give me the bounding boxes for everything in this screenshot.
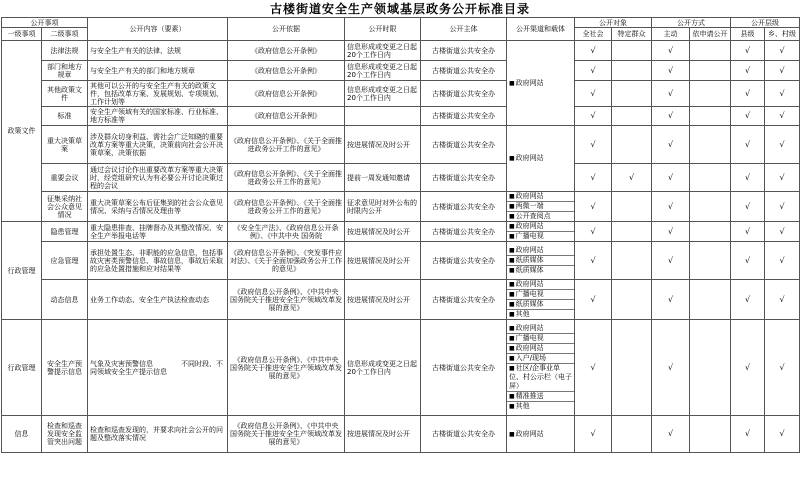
- check-mark: √: [652, 126, 690, 164]
- cell-channel: [507, 222, 575, 242]
- header-content: 公开内容（要素）: [88, 18, 228, 41]
- channel-item: ■ 精准推送: [507, 392, 574, 402]
- check-mark: √: [731, 416, 765, 453]
- check-mark: √: [575, 81, 612, 107]
- cell-content: 其他可以公开的与安全生产有关的政策文件，包括改革方案、发展规划、专项规划、工作计划等: [88, 81, 228, 107]
- channel-item: ■ 广播电视: [507, 290, 574, 300]
- cell-basis: 《政府信息公开条例》: [228, 41, 345, 61]
- cell-l2: 部门和地方规章: [42, 61, 88, 81]
- table-row: [2, 242, 800, 280]
- check-mark: √: [765, 164, 800, 192]
- channel-item: ■ 社区/企事业单位、村公示栏（电子屏）: [507, 364, 574, 392]
- check-mark: √: [765, 126, 800, 164]
- cell-subject: 古楼街道公共安全办: [421, 242, 507, 280]
- channel-item: ■ 政府网站: [507, 192, 574, 202]
- cell-channel: [507, 416, 575, 453]
- table-row: [2, 192, 800, 222]
- catalog-table: [1, 17, 800, 453]
- check-mark: √: [731, 61, 765, 81]
- channel-item: ■ 其他: [507, 402, 574, 411]
- cell-time: 按进展情况及时公开: [345, 416, 421, 453]
- cell-time: 按进展情况及时公开: [345, 280, 421, 320]
- check-mark: √: [765, 61, 800, 81]
- header-target-special: 特定群众: [612, 28, 652, 41]
- group-admin-1: 行政管理: [2, 222, 42, 320]
- cell-time: 提前一周发通知邀请: [345, 164, 421, 192]
- header-target-all: 全社会: [575, 28, 612, 41]
- table-row: [2, 81, 800, 107]
- channel-item: ■ 政府网站: [507, 280, 574, 290]
- cell-basis: 《政府信息公开条例》: [228, 81, 345, 107]
- header-layer-county: 县级: [731, 28, 765, 41]
- check-mark: √: [575, 61, 612, 81]
- cell-basis: 《政府信息公开条例》、《关于全面推进政务公开工作的意见》: [228, 192, 345, 222]
- check-mark: √: [731, 320, 765, 416]
- table-row: [2, 126, 800, 164]
- check-mark: √: [652, 192, 690, 222]
- cell-l2: 征集采纳社会公众意见情况: [42, 192, 88, 222]
- check-mark: √: [575, 242, 612, 280]
- cell-l2: 重要会议: [42, 164, 88, 192]
- cell-channel: [507, 242, 575, 280]
- cell-subject: 古楼街道公共安全办: [421, 320, 507, 416]
- channel-item: ■ 政府网站: [507, 324, 574, 334]
- channel-item: ■ 广播电视: [507, 232, 574, 241]
- cell-basis: 《政府信息公开条例》、《中共中央 国务院关于推进安全生产领域改革发展的意见》: [228, 280, 345, 320]
- check-mark: √: [575, 41, 612, 61]
- channel-item: ■ 其他: [507, 310, 574, 319]
- check-mark: √: [731, 192, 765, 222]
- cell-time: 按进展情况及时公开: [345, 222, 421, 242]
- cell-l2: 法律法规: [42, 41, 88, 61]
- cell-subject: 古楼街道公共安全办: [421, 164, 507, 192]
- check-mark: √: [765, 320, 800, 416]
- header-channel: 公开渠道和载体: [507, 18, 575, 41]
- cell-l2: 标准: [42, 107, 88, 126]
- check-mark: √: [731, 41, 765, 61]
- document-sheet: [1, 1, 799, 478]
- check-mark: √: [765, 107, 800, 126]
- channel-item: ■ 纸质媒体: [507, 300, 574, 310]
- channel-item: ■ 广播电视: [507, 334, 574, 344]
- check-mark: √: [575, 164, 612, 192]
- check-mark: √: [765, 242, 800, 280]
- cell-basis: 《政府信息公开条例》、《关于全面推进政务公开工作的意见》: [228, 126, 345, 164]
- cell-time: 征求意见时对外公布的时限内公开: [345, 192, 421, 222]
- check-mark: √: [731, 242, 765, 280]
- header-basis: 公开依据: [228, 18, 345, 41]
- cell-channel: [507, 126, 575, 192]
- cell-l2: 隐患管理: [42, 222, 88, 242]
- page-title: 古楼街道安全生产领域基层政务公开标准目录: [269, 2, 530, 16]
- cell-basis: 《政府信息公开条例》: [228, 61, 345, 81]
- channel-item: ■ 两微一端: [507, 202, 574, 212]
- channel-item: ■ 公开查阅点: [507, 212, 574, 221]
- cell-l2: 检查和巡查发现安全监管突出问题: [42, 416, 88, 453]
- channel-item: ■ 政府网站: [507, 246, 574, 256]
- check-mark: √: [765, 192, 800, 222]
- check-mark: √: [652, 164, 690, 192]
- cell-basis: 《政府信息公开条例》、《关于全面推进政务公开工作的意见》: [228, 164, 345, 192]
- cell-channel: [507, 280, 575, 320]
- cell-subject: 古楼街道公共安全办: [421, 81, 507, 107]
- cell-channel: [507, 192, 575, 222]
- cell-basis: 《安全生产法》、《政府信息公开条例》、《中共中央 国务院: [228, 222, 345, 242]
- header-subject: 公开主体: [421, 18, 507, 41]
- cell-subject: 古楼街道公共安全办: [421, 107, 507, 126]
- table-row: [2, 222, 800, 242]
- check-mark: √: [765, 81, 800, 107]
- header-time: 公开时限: [345, 18, 421, 41]
- check-mark: √: [765, 416, 800, 453]
- cell-subject: 古楼街道公共安全办: [421, 280, 507, 320]
- table-row: [2, 320, 800, 416]
- check-mark: √: [575, 107, 612, 126]
- check-mark: √: [575, 280, 612, 320]
- check-mark: √: [612, 164, 652, 192]
- cell-time: 信息形成或变更之日起20个工作日内: [345, 61, 421, 81]
- cell-time: 信息形成或变更之日起20个工作日内: [345, 320, 421, 416]
- cell-content: 通过会议讨论作出重要改革方案等重大决策时，经党组研究认为有必要公开讨论决策过程的会议: [88, 164, 228, 192]
- cell-content: 承担处置生态、非职能的应急信息，包括事故灾害类预警信息、事故信息，事故后采取的应急处置措施和应对结果等: [88, 242, 228, 280]
- header-level1: 一级事项: [2, 28, 42, 41]
- cell-content: 业务工作动态、安全生产执法检查动态: [88, 280, 228, 320]
- check-mark: √: [652, 280, 690, 320]
- check-mark: √: [652, 81, 690, 107]
- check-mark: √: [652, 320, 690, 416]
- cell-content: 检查和巡查发现的，并要求向社会公开的问题及整改落实情况: [88, 416, 228, 453]
- cell-content: 重大隐患排查、挂牌督办及其整改情况、安全生产举报电话等: [88, 222, 228, 242]
- check-mark: √: [652, 61, 690, 81]
- header-method: 公开方式: [652, 18, 731, 28]
- channel-item: ■ 政府网站: [507, 344, 574, 354]
- cell-content: 安全生产领域有关的国家标准、行业标准、地方标准等: [88, 107, 228, 126]
- cell-content: 与安全生产有关的部门和地方规章: [88, 61, 228, 81]
- channel-item: ■ 入户/现场: [507, 354, 574, 364]
- header-layer: 公开层级: [731, 18, 800, 28]
- cell-content: 与安全生产有关的法律、法规: [88, 41, 228, 61]
- table-row: [2, 280, 800, 320]
- cell-content: 重大决策草案公布后征集到的社会公众意见情况、采纳与否情况及理由等: [88, 192, 228, 222]
- channel-item: ■ 政府网站: [509, 154, 544, 162]
- check-mark: √: [765, 280, 800, 320]
- channel-item: ■ 纸质媒体: [507, 256, 574, 266]
- check-mark: √: [575, 222, 612, 242]
- cell-l2: 动态信息: [42, 280, 88, 320]
- check-mark: √: [652, 416, 690, 453]
- cell-subject: 古楼街道公共安全办: [421, 41, 507, 61]
- cell-channel: [507, 41, 575, 126]
- cell-basis: 《政府信息公开条例》、《突发事件应对法》、《关于全面加强政务公开工作的意见》: [228, 242, 345, 280]
- check-mark: √: [731, 81, 765, 107]
- check-mark: √: [575, 320, 612, 416]
- check-mark: √: [652, 242, 690, 280]
- table-row: [2, 41, 800, 61]
- cell-time: 信息形成或变更之日起20个工作日内: [345, 81, 421, 107]
- cell-time: 按进展情况及时公开: [345, 126, 421, 164]
- cell-subject: 古楼街道公共安全办: [421, 192, 507, 222]
- cell-basis: 《政府信息公开条例》: [228, 107, 345, 126]
- check-mark: √: [652, 222, 690, 242]
- cell-l2: 其他政策文件: [42, 81, 88, 107]
- check-mark: √: [652, 41, 690, 61]
- check-mark: √: [765, 41, 800, 61]
- group-policy: 政策文件: [2, 41, 42, 222]
- table-row: [2, 164, 800, 192]
- cell-time: 按进展情况及时公开: [345, 242, 421, 280]
- cell-l2: 安全生产预警提示信息: [42, 320, 88, 416]
- channel-item: ■ 政府网站: [507, 222, 574, 232]
- check-mark: √: [731, 107, 765, 126]
- cell-content: 涉及群众切身利益、需社会广泛知晓的重要改革方案等重大决策，决策前向社会公开决策草案、决策依据: [88, 126, 228, 164]
- header-items: 公开事项: [2, 18, 88, 28]
- table-row: [2, 107, 800, 126]
- cell-basis: 《政府信息公开条例》、《中共中央 国务院关于推进安全生产领域改革发展的意见》: [228, 320, 345, 416]
- channel-item: ■ 纸质媒体: [507, 266, 574, 275]
- cell-l2: 重大决策草案: [42, 126, 88, 164]
- check-mark: √: [731, 222, 765, 242]
- cell-content: 气象及灾害预警信息 不同时段、不同领域安全生产提示信息: [88, 320, 228, 416]
- header-method-request: 依申请公开: [690, 28, 731, 41]
- channel-item: ■ 政府网站: [509, 430, 544, 438]
- table-row: [2, 61, 800, 81]
- group-admin-2: 行政管理: [2, 320, 42, 416]
- group-info: 信息: [2, 416, 42, 453]
- channel-item: ■ 政府网站: [509, 79, 544, 87]
- check-mark: √: [652, 107, 690, 126]
- check-mark: √: [575, 192, 612, 222]
- cell-subject: 古楼街道公共安全办: [421, 126, 507, 164]
- header-method-active: 主动: [652, 28, 690, 41]
- table-row: [2, 416, 800, 453]
- header-target: 公开对象: [575, 18, 652, 28]
- cell-time: [345, 107, 421, 126]
- cell-basis: 《政府信息公开条例》、《中共中央 国务院关于推进安全生产领域改革发展的意见》: [228, 416, 345, 453]
- cell-l2: 应急管理: [42, 242, 88, 280]
- check-mark: √: [765, 222, 800, 242]
- cell-channel: [507, 320, 575, 416]
- check-mark: √: [731, 126, 765, 164]
- cell-subject: 古楼街道公共安全办: [421, 61, 507, 81]
- cell-time: 信息形成或变更之日起20个工作日内: [345, 41, 421, 61]
- check-mark: √: [575, 126, 612, 164]
- cell-subject: 古楼街道公共安全办: [421, 222, 507, 242]
- check-mark: √: [731, 280, 765, 320]
- header-level2: 二级事项: [42, 28, 88, 41]
- check-mark: √: [731, 164, 765, 192]
- check-mark: √: [575, 416, 612, 453]
- cell-subject: 古楼街道公共安全办: [421, 416, 507, 453]
- header-layer-town: 乡、村级: [765, 28, 800, 41]
